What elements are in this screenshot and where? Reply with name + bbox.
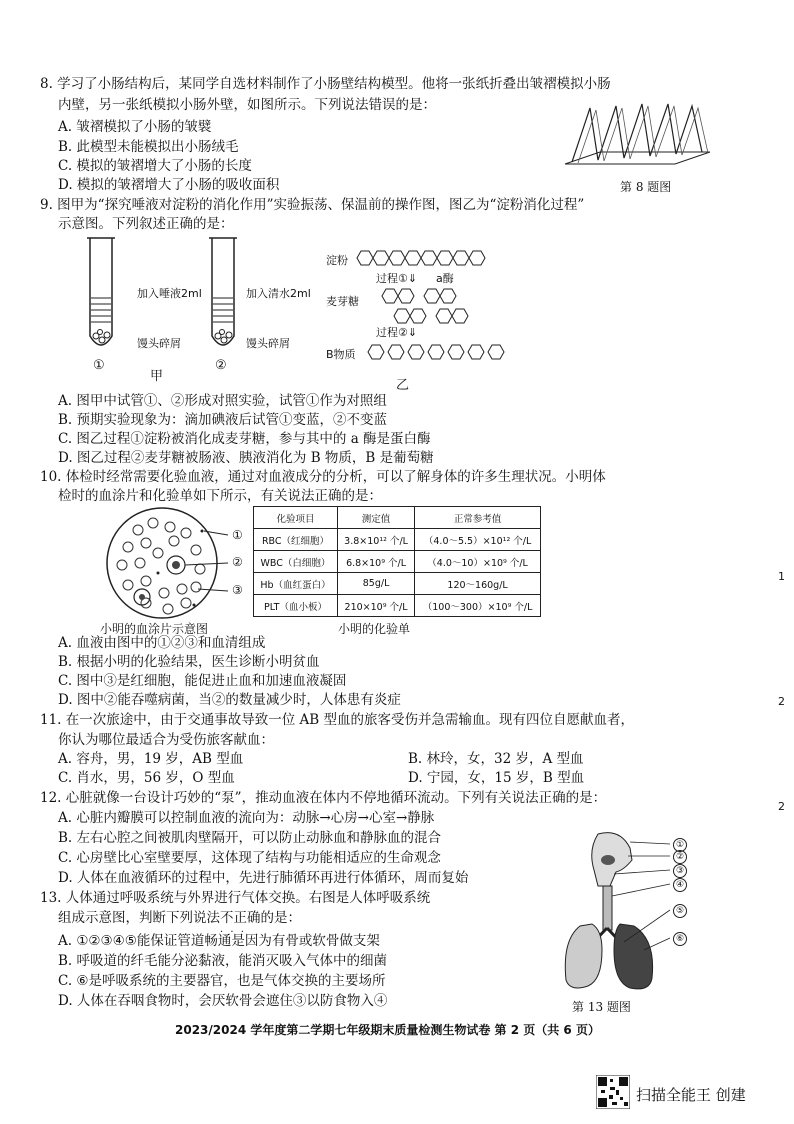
q9-stem-line2: 示意图。下列叙述正确的是： [58, 216, 234, 232]
resp-label-5: ⑤ [673, 904, 687, 918]
q13-option-d: D. 人体在吞咽食物时，会厌软骨会遮住③以防食物入④ [58, 993, 388, 1009]
q12-option-d: D. 人体在血液循环的过程中，先进行肺循环再进行体循环，周而复始 [58, 870, 469, 886]
q12-stem-line1: 12. 心脏就像一台设计巧妙的“泵”，推动血液在体内不停地循环流动。下列有关说法正确的是： [40, 790, 607, 806]
q13-option-b: B. 呼吸道的纤毛能分泌黏液，能消灭吸入气体中的细菌 [58, 953, 388, 969]
starch-label: 淀粉 [326, 254, 348, 267]
tube2-content-label: 馒头碎屑 [246, 337, 290, 350]
q8-stem-line2: 内壁，另一张纸模拟小肠外壁，如图所示。下列说法错误的是： [58, 97, 436, 113]
q8-fold-model-figure [560, 102, 720, 174]
q13-stem-line2 [58, 909, 301, 928]
figure-yi-label: 乙 [396, 378, 410, 393]
lab-cell: PLT（血小板） [254, 595, 338, 617]
maltose-pairs [380, 286, 490, 326]
lab-report-table [253, 506, 541, 617]
q8-option-b: B. 此模型未能模拟出小肠绒毛 [58, 139, 239, 155]
q8-option-d: D. 模拟的皱褶增大了小肠的吸收面积 [58, 177, 280, 193]
q11-option-a: A. 容舟，男，19 岁，AB 型血 [58, 751, 244, 767]
glucose-units [366, 342, 516, 362]
q8-option-a: A. 皱褶模拟了小肠的皱襞 [58, 119, 212, 135]
q11-stem-line1: 11. 在一次旅途中，由于交通事故导致一位 AB 型血的旅客受伤并急需输血。现有四位自愿献血者， [40, 712, 635, 728]
table-row [254, 595, 541, 617]
resp-label-3: ③ [673, 864, 687, 878]
lab-header-value: 测定值 [337, 507, 414, 529]
lab-table-header-row [254, 507, 541, 529]
lab-cell: Hb（血红蛋白） [254, 573, 338, 595]
q12-option-c: C. 心房壁比心室壁要厚，这体现了结构与功能相适应的生命观念 [58, 850, 441, 866]
q13-option-c: C. ⑥是呼吸系统的主要器官，也是气体交换的主要场所 [58, 973, 386, 989]
q10-option-a: A. 血液由图中的①②③和血清组成 [58, 635, 266, 651]
page-footer: 2023/2024 学年度第二学期七年级期末质量检测生物试卷 第 2 页（共 6 页） [175, 1023, 600, 1037]
table-row [254, 529, 541, 551]
q9-option-b: B. 预期实验现象为：滴加碘液后试管①变蓝，②不变蓝 [58, 412, 388, 428]
maltose-label: 麦芽糖 [326, 295, 359, 308]
table-row [254, 551, 541, 573]
tube2-number: ② [215, 358, 227, 373]
lab-cell: 3.8×10¹² 个/L [337, 529, 414, 551]
lab-cell: 210×10⁹ 个/L [337, 595, 414, 617]
resp-label-2: ② [673, 850, 687, 864]
q13-stem-line1: 13. 人体通过呼吸系统与外界进行气体交换。右图是人体呼吸系统 [40, 890, 431, 906]
q9-option-a: A. 图甲中试管①、②形成对照实验，试管①作为对照组 [58, 393, 387, 409]
lab-cell: RBC（红细胞） [254, 529, 338, 551]
q13-stem-emphasis: 不正确 · · · [220, 910, 261, 926]
q10-option-d: D. 图中②能吞噬病菌，当②的数量减少时，人体患有炎症 [58, 692, 401, 708]
qr-code-icon [596, 1075, 630, 1109]
q8-figure-caption: 第 8 题图 [620, 180, 672, 194]
q11-option-b: B. 林玲，女，32 岁，A 型血 [408, 751, 584, 767]
tube1-label: 加入唾液2ml [137, 287, 202, 300]
q9-option-d: D. 图乙过程②麦芽糖被肠液、胰液消化为 B 物质，B 是葡萄糖 [58, 450, 434, 466]
smear-label-3: ③ [232, 583, 243, 597]
process1-label: 过程①⇓ [376, 272, 418, 285]
smear-label-1: ① [232, 528, 243, 542]
lab-cell: 6.8×10⁹ 个/L [337, 551, 414, 573]
lab-cell: 85g/L [337, 573, 414, 595]
resp-label-6: ⑥ [673, 932, 687, 946]
q10-stem-line1: 10. 体检时经常需要化验血液，通过对血液成分的分析，可以了解身体的许多生理状况。小明体 [40, 469, 606, 485]
q9-stem-line1: 9. 图甲为“探究唾液对淀粉的消化作用”实验振荡、保温前的操作图，图乙为“淀粉消化过程” [40, 197, 585, 213]
q12-option-b: B. 左右心腔之间被肌肉壁隔开，可以防止动脉血和静脉血的混合 [58, 830, 442, 846]
q10-option-c: C. 图中③是红细胞，能促进止血和加速血液凝固 [58, 673, 347, 689]
resp-label-4: ④ [673, 878, 687, 892]
q13-option-a: A. ①②③④⑤能保证管道畅通是因为有骨或软骨做支架 [58, 933, 380, 949]
q13-stem-part-c: 的是： [260, 910, 301, 926]
table-row [254, 573, 541, 595]
process2-label: 过程②⇓ [376, 326, 418, 339]
lab-cell: （100～300）×10⁹ 个/L [415, 595, 541, 617]
respiratory-system-figure [558, 830, 688, 996]
q13-figure-caption: 第 13 题图 [572, 1000, 631, 1014]
edge-mark: 1 [778, 570, 785, 583]
lab-cell: 120～160g/L [415, 573, 541, 595]
edge-mark: 2 [778, 695, 785, 708]
figure-jia-label: 甲 [150, 369, 164, 384]
q11-stem-line2: 你认为哪位最适合为受伤旅客献血： [58, 732, 274, 748]
test-tube-1 [86, 236, 116, 356]
smear-caption: 小明的血涂片示意图 [100, 622, 209, 636]
q13-stem-part-a: 组成示意图，判断下列说法 [58, 910, 220, 926]
scanner-watermark-label: 扫描全能王 创建 [636, 1086, 746, 1104]
q9-option-c: C. 图乙过程①淀粉被消化成麦芽糖，参与其中的 a 酶是蛋白酶 [58, 431, 431, 447]
lab-header-item: 化验项目 [254, 507, 338, 529]
tube1-number: ① [93, 358, 105, 373]
test-tube-2 [208, 236, 238, 356]
substance-b-label: B物质 [326, 348, 356, 361]
lab-cell: WBC（白细胞） [254, 551, 338, 573]
q8-stem-line1: 8. 学习了小肠结构后，某同学自选材料制作了小肠壁结构模型。他将一张纸折叠出皱褶模拟小肠 [40, 76, 611, 92]
q11-option-d: D. 宁园，女，15 岁，B 型血 [408, 770, 585, 786]
resp-label-1: ① [673, 838, 687, 852]
lab-header-reference: 正常参考值 [415, 507, 541, 529]
starch-chain [355, 248, 495, 268]
q10-stem-line2: 检时的血涂片和化验单如下所示，有关说法正确的是： [58, 488, 382, 504]
q10-option-b: B. 根据小明的化验结果，医生诊断小明贫血 [58, 654, 320, 670]
lab-cell: （4.0～5.5）×10¹² 个/L [415, 529, 541, 551]
q12-option-a: A. 心脏内瓣膜可以控制血液的流向为：动脉→心房→心室→静脉 [58, 810, 435, 826]
blood-smear-figure [98, 505, 246, 621]
smear-label-2: ② [232, 555, 243, 569]
q11-option-c: C. 肖水，男，56 岁，O 型血 [58, 770, 235, 786]
lab-cell: （4.0～10）×10⁹ 个/L [415, 551, 541, 573]
tube2-label: 加入清水2ml [246, 287, 311, 300]
tube1-content-label: 馒头碎屑 [137, 337, 181, 350]
enzyme-a-label: a酶 [436, 272, 454, 285]
edge-mark: 2 [778, 800, 785, 813]
lab-table-caption: 小明的化验单 [338, 622, 411, 636]
q8-option-c: C. 模拟的皱褶增大了小肠的长度 [58, 158, 252, 174]
